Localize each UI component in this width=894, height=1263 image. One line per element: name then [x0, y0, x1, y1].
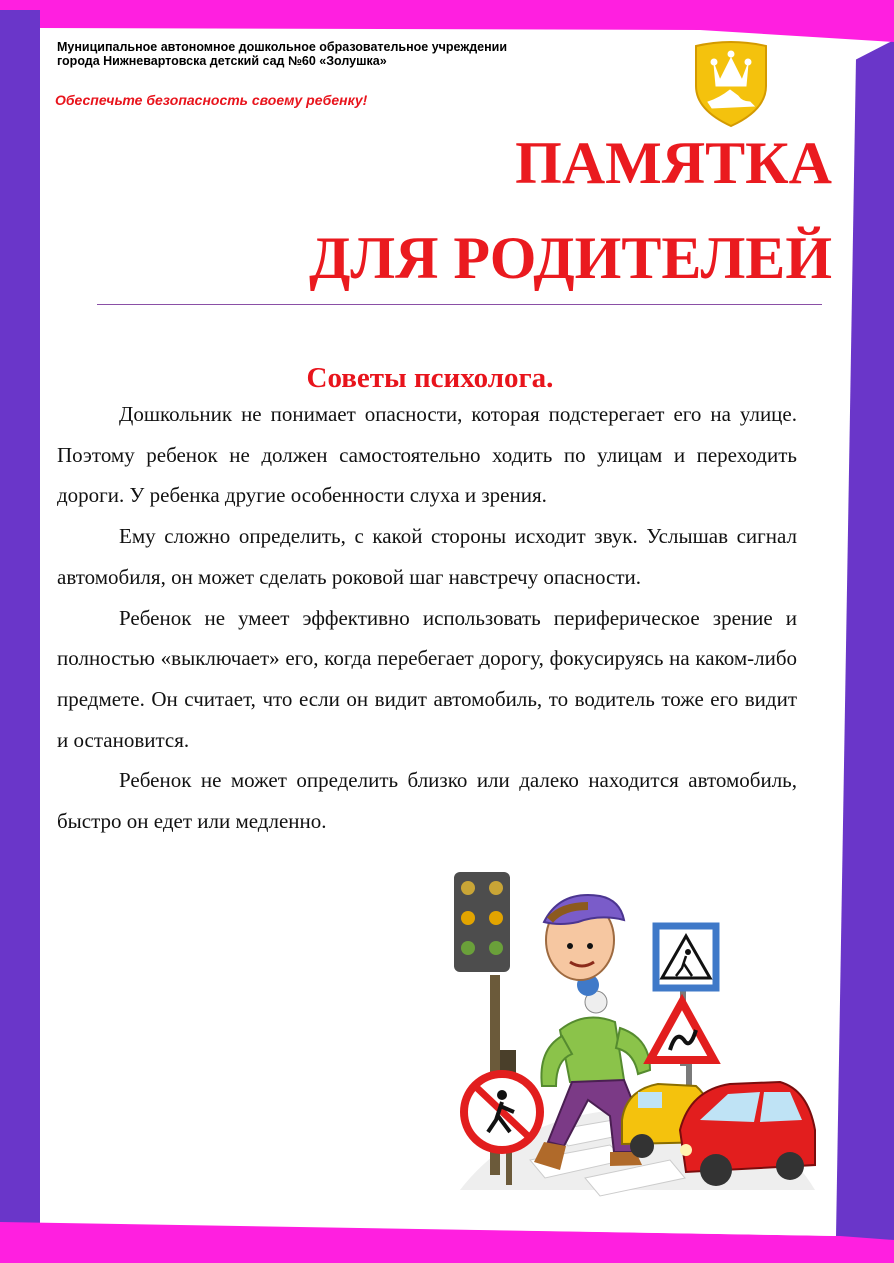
divider [97, 304, 822, 305]
paragraph-2: Ему сложно определить, с какой стороны исходит звук. Услышав сигнал автомобиля, он может сделать роковой шаг навстречу опасности. [57, 524, 797, 589]
section-heading: Советы психолога. [306, 362, 554, 394]
org-line-1: Муниципальное автономное дошкольное образовательное учреждении [57, 40, 507, 54]
organization-header [57, 40, 677, 68]
section-body [57, 394, 797, 842]
slogan: Обеспечьте безопасность своему ребенку! [55, 92, 368, 108]
crown-shoe-emblem-icon [690, 40, 772, 128]
page-title-line-2: ДЛЯ РОДИТЕЛЕЙ [309, 225, 832, 291]
org-line-2: города Нижневартовска детский сад №60 «Золушка» [57, 54, 387, 68]
paragraph-3: Ребенок не умеет эффективно использовать периферическое зрение и полностью «выключает» его, когда перебегает дорогу, фокусируясь на каком-либо предмете. Он считает, что если он видит автомобиль, то водитель тоже его видит и остановится. [57, 605, 797, 752]
paragraph-4: Ребенок не может определить близко или далеко находится автомобиль, быстро он едет или медленно. [57, 768, 797, 834]
paragraph-1: Дошкольник не понимает опасности, которая подстерегает его на улице. Поэтому ребенок не должен самостоятельно ходить по улицам и переходить дороги. У ребенка другие особенности слуха и зрения. [57, 402, 797, 508]
boy-crossing-road-illustration-icon [410, 860, 820, 1200]
page-title-line-1: ПАМЯТКА [515, 130, 832, 196]
